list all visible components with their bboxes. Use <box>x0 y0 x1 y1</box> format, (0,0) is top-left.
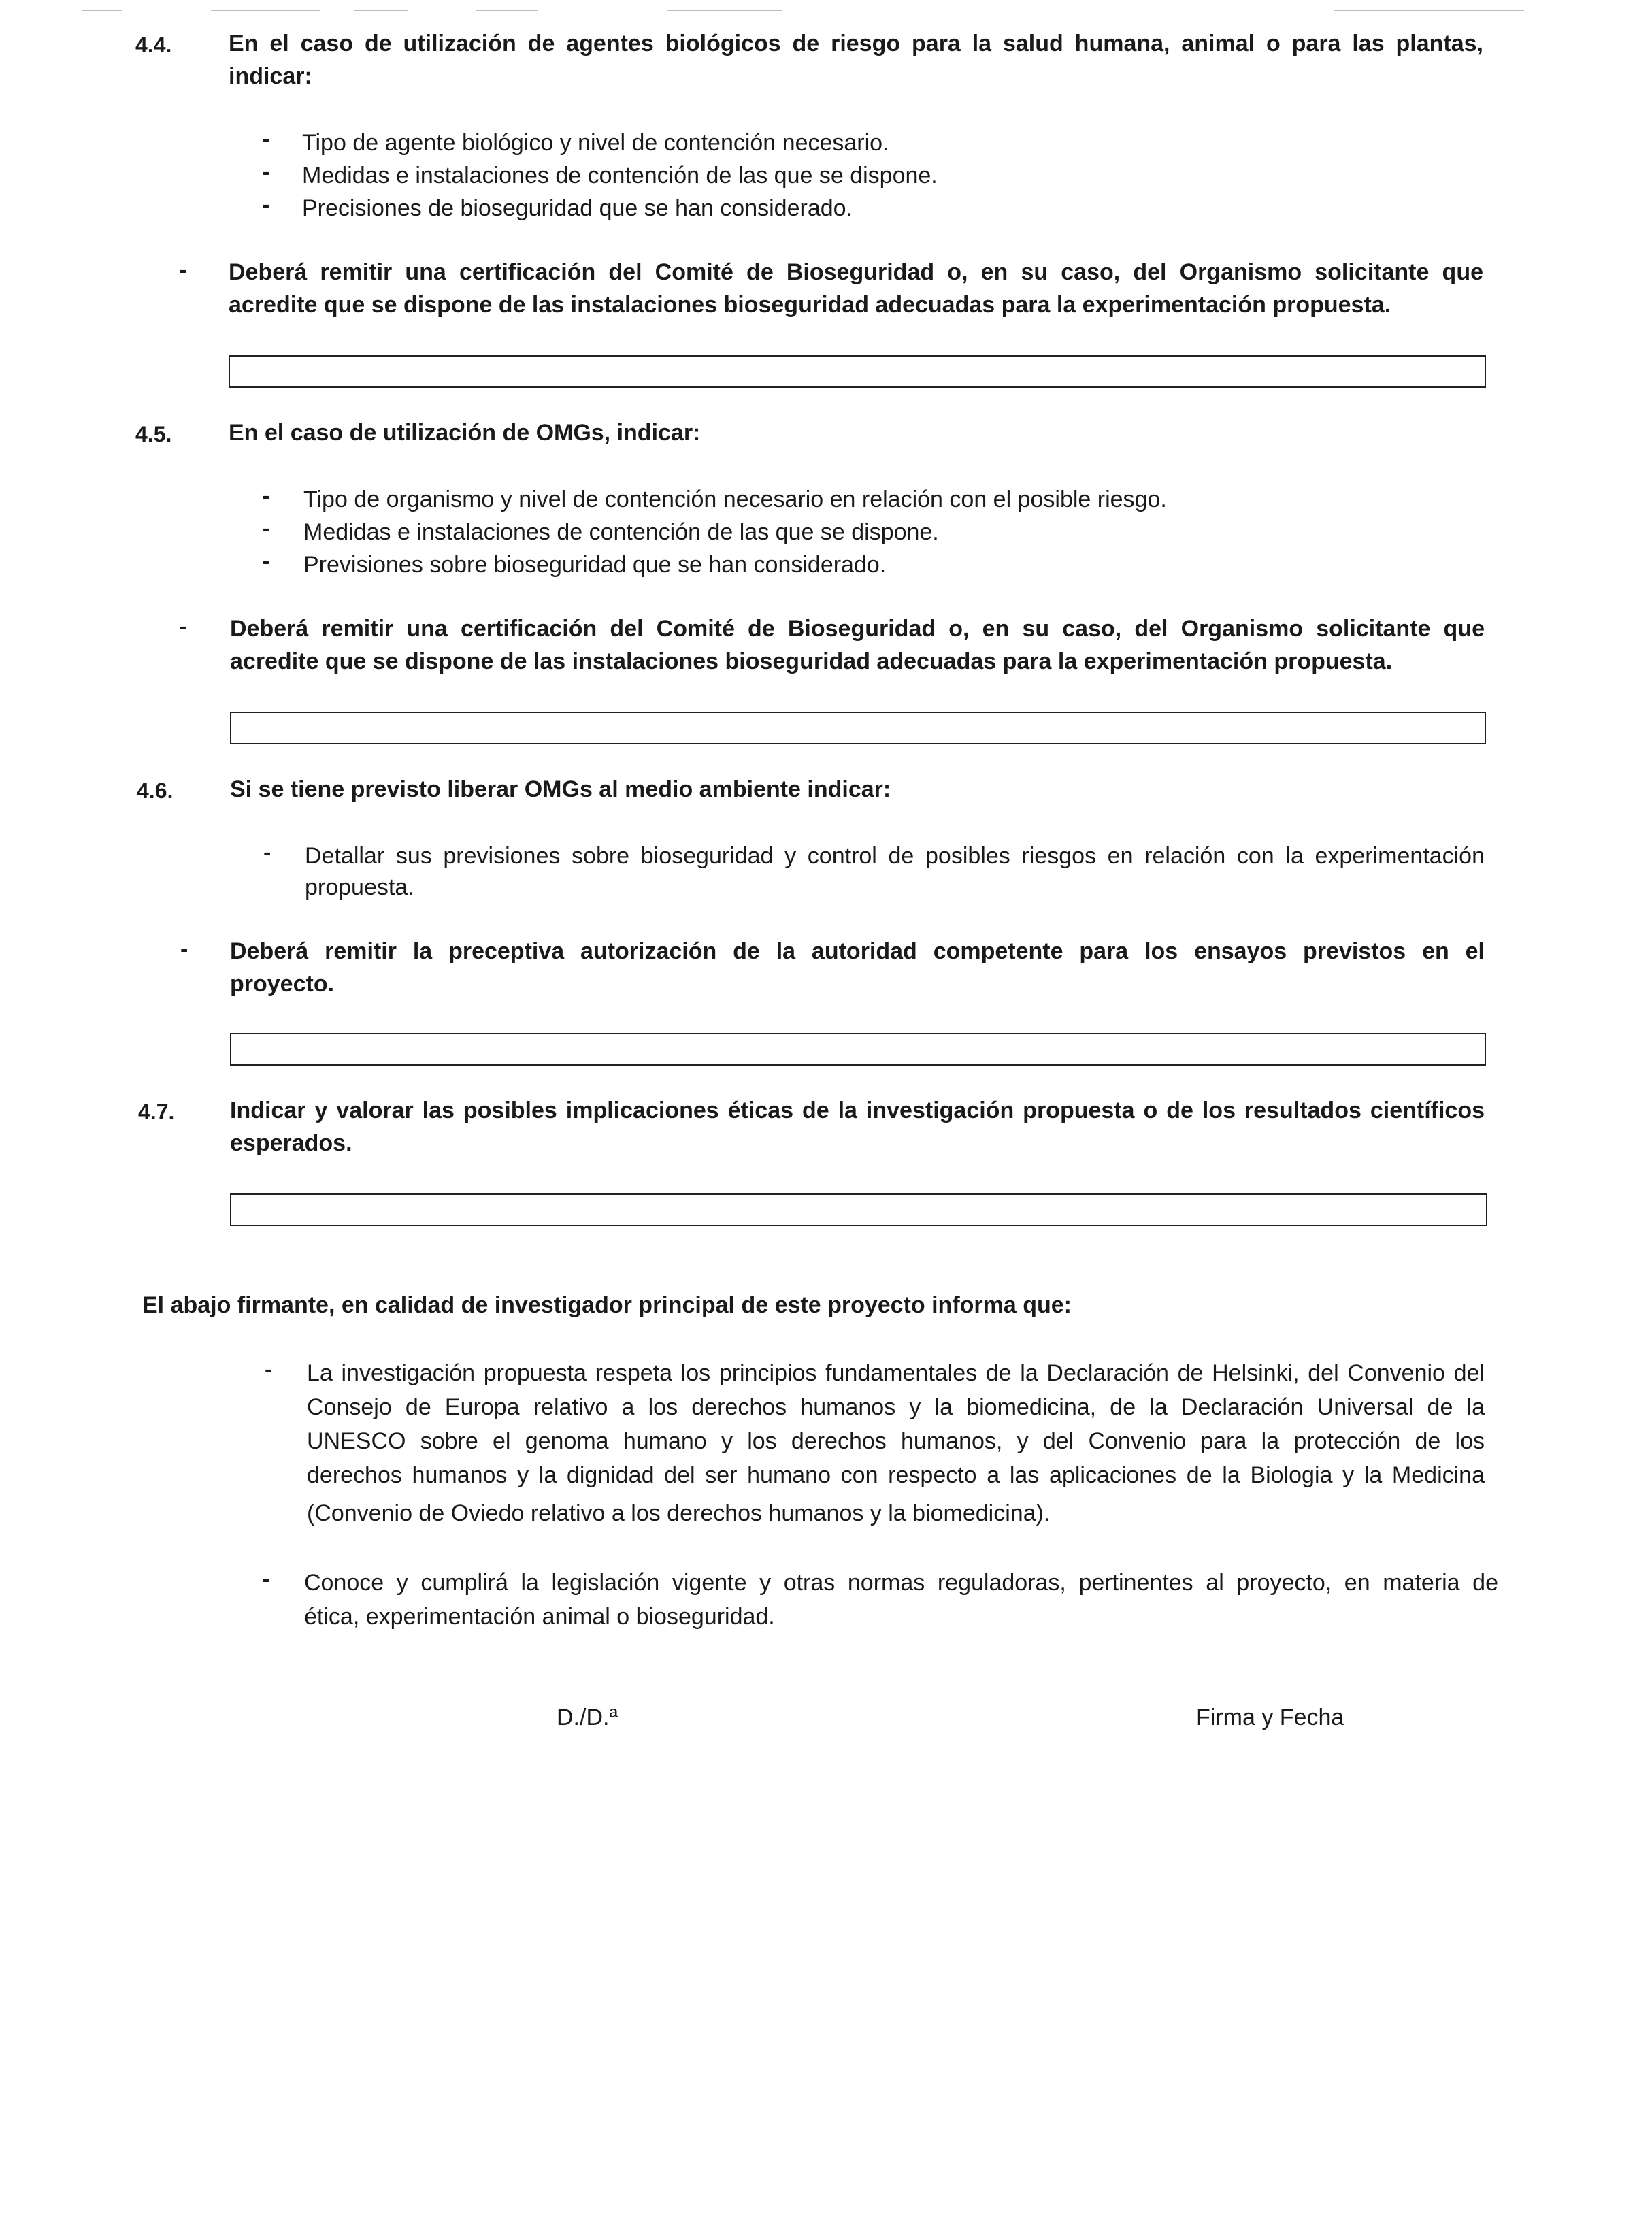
list-item: Medidas e instalaciones de contención de las que se dispone. <box>303 519 939 545</box>
bullet: - <box>262 192 270 218</box>
section-heading: En el caso de utilización de OMGs, indicar: <box>229 420 701 446</box>
note-text: acredite que se dispone de las instalaciones bioseguridad adecuadas para la experimentación propuesta. <box>230 648 1393 674</box>
answer-box[interactable] <box>230 712 1486 744</box>
scan-artifact <box>0 0 1652 16</box>
signature-name-label: D./D.ª <box>557 1704 618 1730</box>
bullet: - <box>262 516 270 542</box>
section-heading: En el caso de utilización de agentes biológicos de riesgo para la salud humana, animal o para las plantas, <box>229 31 1483 56</box>
declaration-text: derechos humanos y la dignidad del ser humano con respecto a las aplicaciones de la Biologia y la Medicina <box>307 1462 1485 1488</box>
declaration-intro: El abajo firmante, en calidad de investigador principal de este proyecto informa que: <box>142 1292 1072 1318</box>
bullet: - <box>265 1357 273 1383</box>
bullet: - <box>262 548 270 574</box>
note-text: Deberá remitir la preceptiva autorización de la autoridad competente para los ensayos previstos en el <box>230 938 1485 964</box>
note-text: Deberá remitir una certificación del Comité de Bioseguridad o, en su caso, del Organismo solicitante que <box>230 616 1485 642</box>
section-number: 4.6. <box>137 778 174 803</box>
answer-box[interactable] <box>230 1033 1486 1066</box>
section-heading: indicar: <box>229 63 312 89</box>
list-item: Detallar sus previsiones sobre bioseguridad y control de posibles riesgos en relación con la experimentación <box>305 843 1485 869</box>
section-heading: esperados. <box>230 1130 352 1156</box>
bullet: - <box>262 159 270 185</box>
answer-box[interactable] <box>229 355 1486 388</box>
note-text: acredite que se dispone de las instalaciones bioseguridad adecuadas para la experimentación propuesta. <box>229 292 1391 318</box>
bullet: - <box>262 483 270 509</box>
note-text: proyecto. <box>230 971 335 997</box>
section-heading: Si se tiene previsto liberar OMGs al medio ambiente indicar: <box>230 776 891 802</box>
declaration-text: La investigación propuesta respeta los principios fundamentales de la Declaración de Helsinki, del Convenio del <box>307 1360 1485 1386</box>
answer-box[interactable] <box>230 1193 1487 1226</box>
declaration-text: Consejo de Europa relativo a los derechos humanos y la biomedicina, de la Declaración Universal de la <box>307 1394 1485 1420</box>
bullet: - <box>262 127 270 152</box>
declaration-text: (Convenio de Oviedo relativo a los derechos humanos y la biomedicina). <box>307 1500 1051 1526</box>
list-item: Tipo de organismo y nivel de contención necesario en relación con el posible riesgo. <box>303 487 1167 512</box>
bullet: - <box>263 840 271 866</box>
bullet: - <box>180 936 188 962</box>
bullet: - <box>262 1566 270 1592</box>
list-item: Precisiones de bioseguridad que se han considerado. <box>302 195 853 221</box>
list-item: Medidas e instalaciones de contención de las que se dispone. <box>302 163 938 188</box>
note-text: Deberá remitir una certificación del Comité de Bioseguridad o, en su caso, del Organismo solicitante que <box>229 259 1483 285</box>
declaration-text: Conoce y cumplirá la legislación vigente y otras normas reguladoras, pertinentes al proyecto, en materia de <box>304 1570 1498 1596</box>
section-heading: Indicar y valorar las posibles implicaciones éticas de la investigación propuesta o de los resultados científicos <box>230 1098 1485 1123</box>
section-number: 4.4. <box>135 33 172 57</box>
section-number: 4.5. <box>135 422 172 446</box>
list-item: Tipo de agente biológico y nivel de contención necesario. <box>302 130 889 156</box>
section-number: 4.7. <box>138 1100 175 1124</box>
list-item: propuesta. <box>305 874 414 900</box>
signature-date-label: Firma y Fecha <box>1196 1704 1344 1730</box>
declaration-text: ética, experimentación animal o bioseguridad. <box>304 1604 775 1630</box>
declaration-text: UNESCO sobre el genoma humano y los derechos humanos, y del Convenio para la protección de los <box>307 1428 1485 1454</box>
bullet: - <box>179 257 187 283</box>
bullet: - <box>179 614 187 640</box>
list-item: Previsiones sobre bioseguridad que se han considerado. <box>303 552 887 578</box>
